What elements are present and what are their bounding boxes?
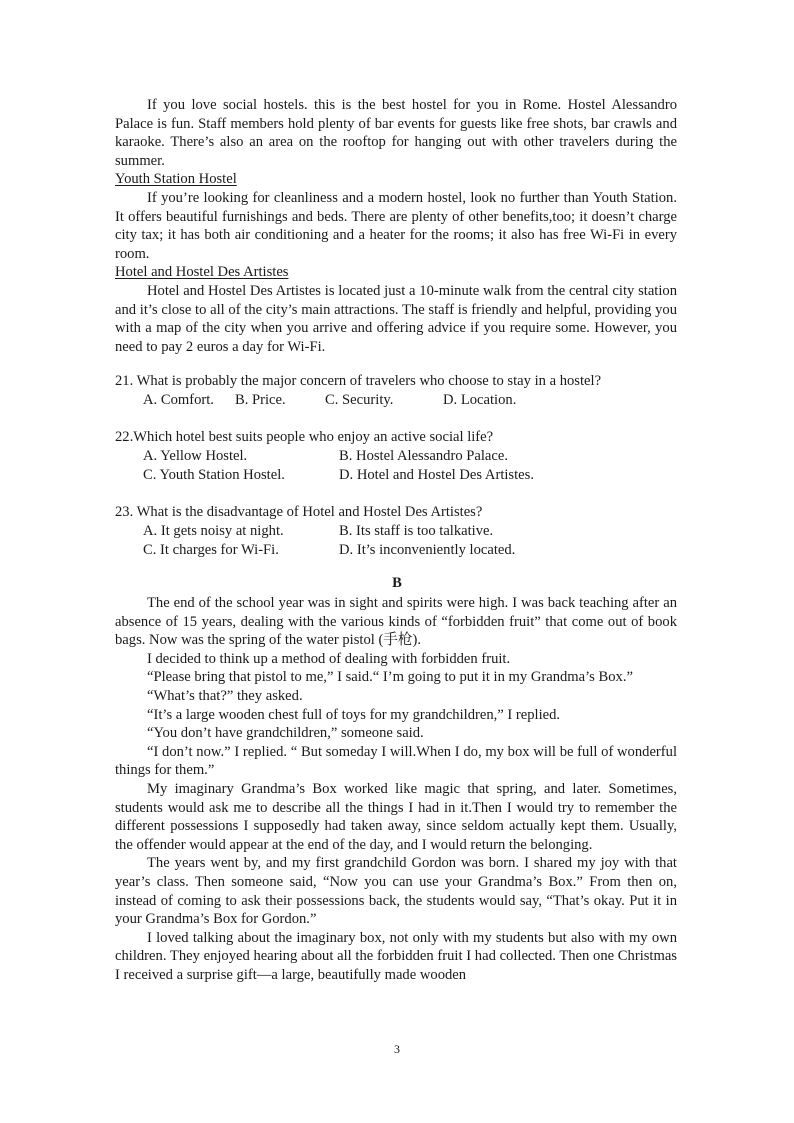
question-options <box>143 522 677 560</box>
heading-youth-station: Youth Station Hostel <box>115 171 237 188</box>
option-a: A. It gets noisy at night. <box>143 523 284 539</box>
question-21 <box>115 372 677 410</box>
option-a: A. Comfort. <box>143 392 214 408</box>
heading-des-artistes: Hotel and Hostel Des Artistes <box>115 264 289 281</box>
page-number: 3 <box>394 1042 400 1056</box>
option-c: C. Youth Station Hostel. <box>143 467 285 483</box>
paragraph: The years went by, and my first grandchild Gordon was born. I shared my joy with that year’s class. Then someone said, “Now you can use your Grandma’s Box.” From then on, instead of coming to ask their possessions back, the students would say, “That’s okay. Put it in your Grandma’s Box for Gordon.” <box>115 855 677 928</box>
question-stem: 23. What is the disadvantage of Hotel and Hostel Des Artistes? <box>115 504 483 520</box>
paragraph: I loved talking about the imaginary box, not only with my students but also with my own children. They enjoyed hearing about all the forbidden fruit I had collected. Then one Christmas I received a surprise gift—a large, beautifully made wooden <box>115 929 677 983</box>
paragraph: “Please bring that pistol to me,” I said.“ I’m going to put it in my Grandma’s Box.” <box>147 669 633 686</box>
paragraph-des-artistes: Hotel and Hostel Des Artistes is located just a 10-minute walk from the central city station and it’s close to all of the city’s main attractions. The staff is friendly and helpful, providing you with a map of the city when you arrive and offering advice if you require some. However, you need to pay 2 euros a day for Wi-Fi. <box>115 282 677 355</box>
question-22 <box>115 428 677 485</box>
option-d: D. Location. <box>443 392 517 408</box>
question-23 <box>115 503 677 560</box>
paragraph: “What’s that?” they asked. <box>147 687 303 704</box>
passage-a <box>115 96 677 356</box>
paragraph-alessandro: If you love social hostels. this is the best hostel for you in Rome. Hostel Alessandro Palace is fun. Staff members hold plenty of bar events for guests like free shots, bar crawls and karaoke. There’s also an area on the rooftop for hanging out with other travelers during the summer. <box>115 97 677 169</box>
question-options <box>143 391 677 410</box>
option-d: D. It’s inconveniently located. <box>339 542 516 558</box>
question-options <box>143 447 677 485</box>
paragraph: “You don’t have grandchildren,” someone said. <box>147 725 424 742</box>
question-stem: 22.Which hotel best suits people who enjoy an active social life? <box>115 429 494 445</box>
paragraph: “It’s a large wooden chest full of toys for my grandchildren,” I replied. <box>147 706 561 723</box>
paragraph: I decided to think up a method of dealing with forbidden fruit. <box>147 650 511 667</box>
question-stem: 21. What is probably the major concern of travelers who choose to stay in a hostel? <box>115 373 602 389</box>
option-b: B. Its staff is too talkative. <box>339 523 494 539</box>
passage-b <box>115 594 677 984</box>
option-b: B. Hostel Alessandro Palace. <box>339 448 509 464</box>
paragraph: My imaginary Grandma’s Box worked like magic that spring, and later. Sometimes, students would ask me to describe all the things I had in it.Then I would try to remember the different possessions I supposedly had taken away, since seldom actually kept them. Usually, the offender would appear at the end of the day, and I would return the belonging. <box>115 780 677 853</box>
option-a: A. Yellow Hostel. <box>143 448 248 464</box>
option-c: C. It charges for Wi-Fi. <box>143 542 279 558</box>
paragraph: “I don’t now.” I replied. “ But someday I will.When I do, my box will be full of wonderful things for them.” <box>115 743 677 779</box>
option-b: B. Price. <box>235 392 286 408</box>
section-b-heading: B <box>392 575 402 591</box>
paragraph-youth-station: If you’re looking for cleanliness and a modern hostel, look no further than Youth Station. It offers beautiful furnishings and beds. There are plenty of other benefits,too; it doesn’t charge city tax; it has both air conditioning and a heater for the rooms; it also has free Wi-Fi in every room. <box>115 189 677 262</box>
option-d: D. Hotel and Hostel Des Artistes. <box>339 467 534 483</box>
paragraph: The end of the school year was in sight and spirits were high. I was back teaching after an absence of 15 years, dealing with the various kinds of “forbidden fruit” that come out of book bags. Now was the spring of the water pistol (手枪). <box>115 595 677 649</box>
option-c: C. Security. <box>325 392 394 408</box>
